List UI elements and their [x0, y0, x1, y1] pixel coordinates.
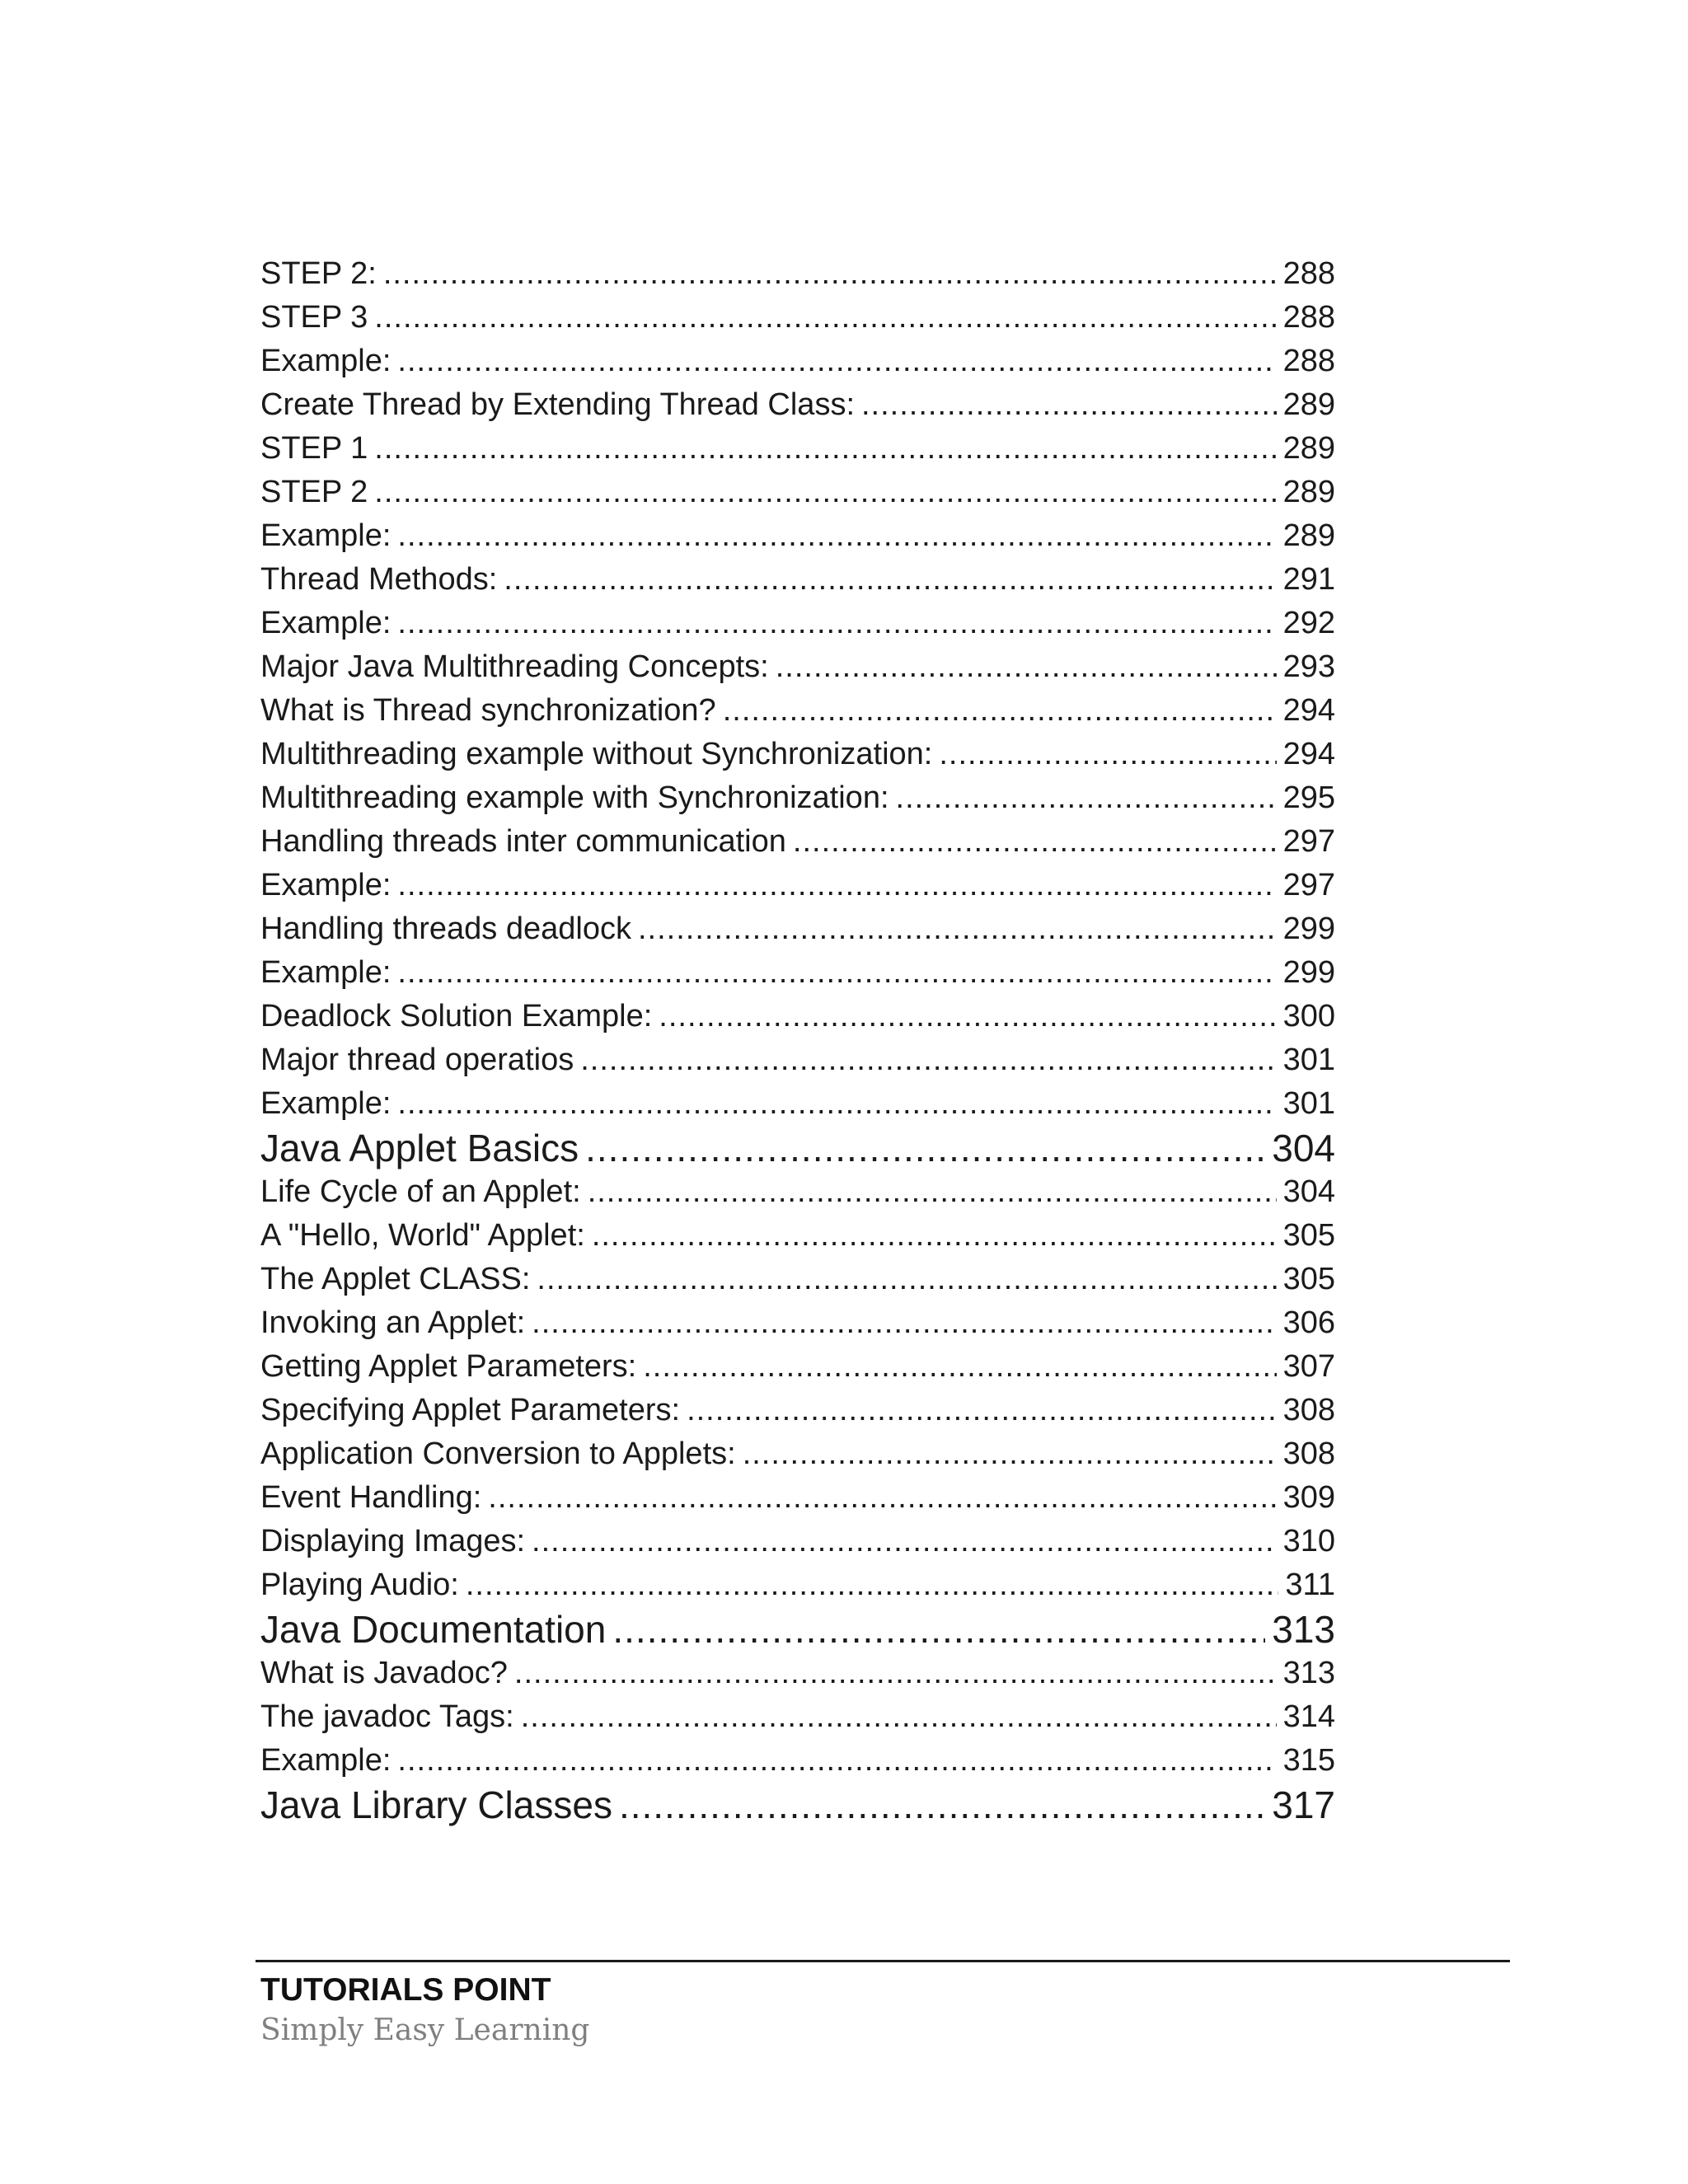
toc-dot-leader: [861, 383, 1277, 427]
toc-dot-leader: [638, 907, 1277, 951]
toc-entry-title: Life Cycle of an Applet:: [260, 1174, 581, 1209]
toc-entry-page-number: 299: [1282, 912, 1335, 946]
toc-entry-title: STEP 1: [260, 431, 368, 466]
toc-entry[interactable]: [260, 1695, 1335, 1739]
toc-dot-leader: [896, 776, 1277, 820]
toc-dot-leader: [776, 645, 1277, 689]
toc-entry-title: Multithreading example with Synchronization:: [260, 780, 889, 815]
toc-entry-title: Example:: [260, 868, 392, 902]
toc-entry-title: Example:: [260, 606, 392, 640]
toc-entry-title: Displaying Images:: [260, 1524, 526, 1558]
toc-entry-title: STEP 3: [260, 300, 368, 335]
toc-dot-leader: [397, 340, 1276, 383]
toc-entry[interactable]: [260, 558, 1335, 602]
table-of-contents: [260, 252, 1335, 1827]
toc-entry[interactable]: [260, 864, 1335, 907]
toc-entry-page-number: 297: [1282, 824, 1335, 859]
toc-dot-leader: [743, 1432, 1277, 1476]
footer-tagline: Simply Easy Learning: [260, 2013, 590, 2047]
toc-entry-page-number: 288: [1282, 256, 1335, 291]
toc-dot-leader: [659, 995, 1276, 1038]
toc-entry-page-number: 308: [1282, 1436, 1335, 1471]
toc-entry-title: Deadlock Solution Example:: [260, 999, 653, 1033]
toc-entry-page-number: 294: [1282, 737, 1335, 771]
toc-entry-title: Example:: [260, 955, 392, 990]
toc-entry[interactable]: [260, 514, 1335, 558]
toc-entry-title: Getting Applet Parameters:: [260, 1349, 637, 1384]
toc-dot-leader: [588, 1170, 1277, 1214]
toc-entry[interactable]: [260, 1258, 1335, 1301]
toc-entry-title: Event Handling:: [260, 1480, 482, 1515]
toc-entry-title: STEP 2:: [260, 256, 377, 291]
toc-entry[interactable]: [260, 383, 1335, 427]
toc-entry[interactable]: [260, 296, 1335, 340]
toc-entry-title: Example:: [260, 1086, 392, 1121]
toc-entry-page-number: 304: [1282, 1174, 1335, 1209]
toc-dot-leader: [793, 820, 1277, 864]
toc-entry-page-number: 315: [1282, 1743, 1335, 1778]
toc-entry[interactable]: [260, 427, 1335, 471]
toc-entry-title: STEP 2: [260, 475, 368, 509]
toc-dot-leader: [585, 1126, 1265, 1170]
toc-entry-page-number: 317: [1272, 1783, 1335, 1826]
toc-dot-leader: [619, 1783, 1265, 1827]
toc-entry[interactable]: [260, 907, 1335, 951]
toc-entry-page-number: 313: [1272, 1608, 1335, 1651]
toc-dot-leader: [514, 1652, 1277, 1695]
toc-entry-page-number: 294: [1282, 693, 1335, 728]
toc-entry-page-number: 311: [1285, 1568, 1335, 1602]
toc-entry-page-number: 292: [1282, 606, 1335, 640]
toc-dot-leader: [374, 296, 1276, 340]
toc-entry-page-number: 288: [1282, 344, 1335, 378]
toc-entry-title: Example:: [260, 1743, 392, 1778]
toc-entry-page-number: 308: [1282, 1393, 1335, 1427]
toc-entry-title: Create Thread by Extending Thread Class:: [260, 387, 855, 422]
toc-dot-leader: [374, 471, 1276, 514]
toc-entry[interactable]: [260, 1432, 1335, 1476]
toc-entry-title: Handling threads inter communication: [260, 824, 786, 859]
toc-dot-leader: [612, 1607, 1265, 1652]
toc-chapter-entry[interactable]: [260, 1126, 1335, 1170]
toc-entry-title: Invoking an Applet:: [260, 1305, 526, 1340]
toc-dot-leader: [504, 558, 1276, 602]
toc-entry-title: Thread Methods:: [260, 562, 498, 597]
toc-entry[interactable]: [260, 733, 1335, 776]
toc-dot-leader: [939, 733, 1276, 776]
toc-dot-leader: [537, 1258, 1276, 1301]
toc-entry-title: Java Applet Basics: [260, 1127, 579, 1169]
toc-dot-leader: [466, 1563, 1279, 1607]
toc-entry[interactable]: [260, 1563, 1335, 1607]
toc-dot-leader: [397, 514, 1276, 558]
toc-chapter-entry[interactable]: [260, 1607, 1335, 1652]
toc-entry-title: Major thread operatios: [260, 1043, 574, 1077]
toc-dot-leader: [580, 1038, 1276, 1082]
toc-entry-page-number: 305: [1282, 1218, 1335, 1253]
toc-entry[interactable]: [260, 252, 1335, 296]
toc-dot-leader: [397, 602, 1276, 645]
toc-entry-page-number: 295: [1282, 780, 1335, 815]
toc-entry[interactable]: [260, 1389, 1335, 1432]
toc-entry[interactable]: [260, 1214, 1335, 1258]
toc-entry-title: Example:: [260, 344, 392, 378]
toc-dot-leader: [643, 1345, 1276, 1389]
toc-entry[interactable]: [260, 1301, 1335, 1345]
toc-entry-title: Java Library Classes: [260, 1783, 612, 1826]
toc-entry-title: The javadoc Tags:: [260, 1699, 514, 1734]
toc-entry-title: Java Documentation: [260, 1608, 607, 1651]
toc-dot-leader: [532, 1520, 1277, 1563]
toc-entry-page-number: 289: [1282, 518, 1335, 553]
toc-entry-title: What is Javadoc?: [260, 1656, 508, 1690]
toc-entry-title: Major Java Multithreading Concepts:: [260, 649, 769, 684]
toc-dot-leader: [521, 1695, 1277, 1739]
toc-entry-page-number: 289: [1282, 475, 1335, 509]
footer-brand: TUTORIALS POINT: [260, 1972, 551, 2008]
toc-entry[interactable]: [260, 645, 1335, 689]
toc-dot-leader: [397, 1082, 1276, 1126]
footer-divider: [256, 1960, 1510, 1962]
toc-entry-page-number: 313: [1282, 1656, 1335, 1690]
toc-entry[interactable]: [260, 471, 1335, 514]
toc-entry-page-number: 305: [1282, 1262, 1335, 1296]
toc-entry[interactable]: [260, 340, 1335, 383]
toc-entry[interactable]: [260, 689, 1335, 733]
toc-dot-leader: [592, 1214, 1277, 1258]
toc-entry-title: The Applet CLASS:: [260, 1262, 531, 1296]
toc-entry-title: Application Conversion to Applets:: [260, 1436, 736, 1471]
toc-entry[interactable]: [260, 1652, 1335, 1695]
toc-entry[interactable]: [260, 776, 1335, 820]
toc-entry-title: Multithreading example without Synchronization:: [260, 737, 933, 771]
toc-entry-page-number: 314: [1282, 1699, 1335, 1734]
toc-entry[interactable]: [260, 1520, 1335, 1563]
toc-entry-page-number: 297: [1282, 868, 1335, 902]
toc-entry-page-number: 300: [1282, 999, 1335, 1033]
toc-dot-leader: [687, 1389, 1277, 1432]
toc-entry[interactable]: [260, 1082, 1335, 1126]
toc-entry-page-number: 288: [1282, 300, 1335, 335]
toc-entry-page-number: 310: [1282, 1524, 1335, 1558]
toc-entry-page-number: 299: [1282, 955, 1335, 990]
toc-entry-title: Specifying Applet Parameters:: [260, 1393, 681, 1427]
toc-dot-leader: [374, 427, 1276, 471]
toc-entry-title: Example:: [260, 518, 392, 553]
toc-entry[interactable]: [260, 951, 1335, 995]
toc-entry-page-number: 301: [1282, 1043, 1335, 1077]
toc-entry-page-number: 289: [1282, 387, 1335, 422]
toc-entry-page-number: 289: [1282, 431, 1335, 466]
toc-entry[interactable]: [260, 1739, 1335, 1783]
toc-entry-page-number: 291: [1282, 562, 1335, 597]
toc-entry-title: Playing Audio:: [260, 1568, 459, 1602]
toc-chapter-entry[interactable]: [260, 1783, 1335, 1827]
toc-dot-leader: [397, 1739, 1276, 1783]
toc-entry-title: What is Thread synchronization?: [260, 693, 716, 728]
toc-dot-leader: [397, 951, 1276, 995]
toc-entry-page-number: 309: [1282, 1480, 1335, 1515]
toc-entry[interactable]: [260, 995, 1335, 1038]
toc-dot-leader: [383, 252, 1277, 296]
toc-entry-page-number: 301: [1282, 1086, 1335, 1121]
toc-dot-leader: [532, 1301, 1276, 1345]
toc-dot-leader: [397, 864, 1276, 907]
toc-entry[interactable]: [260, 1345, 1335, 1389]
toc-entry-title: A "Hello, World" Applet:: [260, 1218, 585, 1253]
toc-dot-leader: [488, 1476, 1276, 1520]
toc-dot-leader: [723, 689, 1277, 733]
toc-entry-title: Handling threads deadlock: [260, 912, 631, 946]
toc-entry[interactable]: [260, 1170, 1335, 1214]
toc-entry[interactable]: [260, 602, 1335, 645]
toc-entry-page-number: 293: [1282, 649, 1335, 684]
toc-entry[interactable]: [260, 820, 1335, 864]
toc-entry-page-number: 306: [1282, 1305, 1335, 1340]
toc-entry-page-number: 307: [1282, 1349, 1335, 1384]
toc-entry[interactable]: [260, 1038, 1335, 1082]
toc-entry-page-number: 304: [1272, 1127, 1335, 1169]
toc-entry[interactable]: [260, 1476, 1335, 1520]
